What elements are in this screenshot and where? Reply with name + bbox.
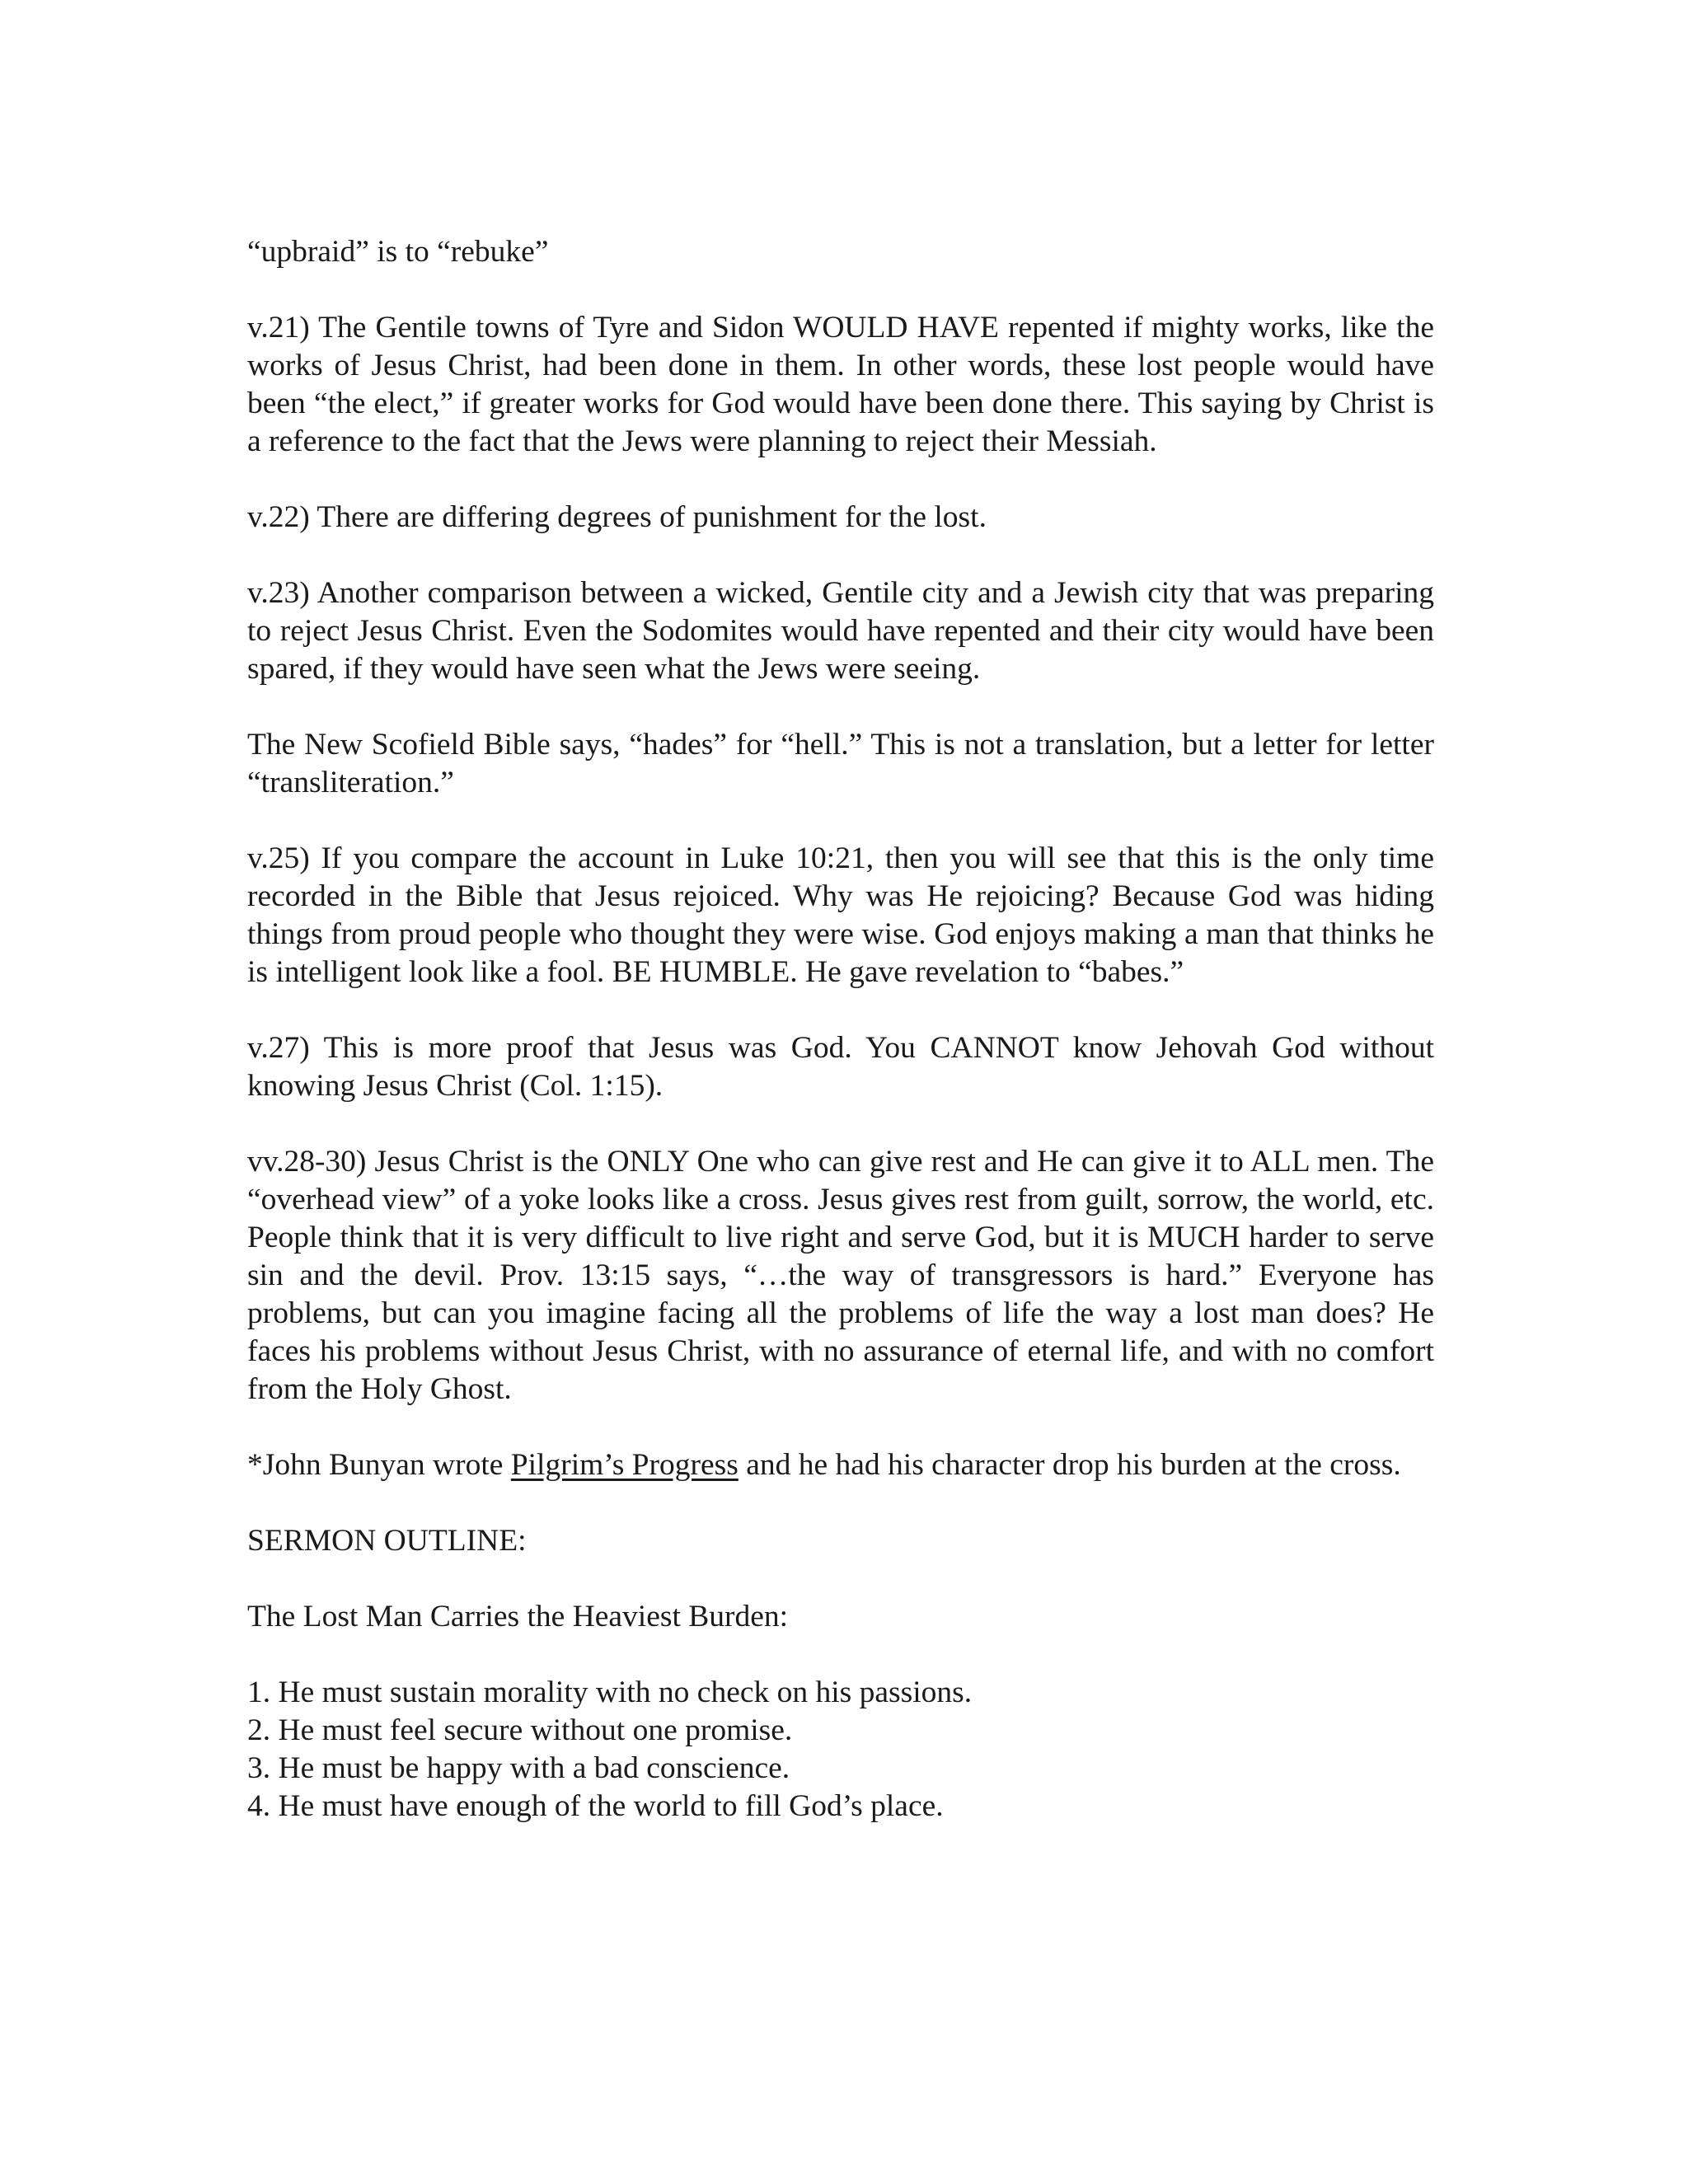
- outline-item-1: 1. He must sustain morality with no check on his passions.: [247, 1675, 973, 1709]
- paragraph-bunyan: [247, 1446, 1434, 1484]
- outline-list: [247, 1674, 1434, 1825]
- paragraph-v27: v.27) This is more proof that Jesus was God. You CANNOT know Jehovah God without knowing Jesus Christ (Col. 1:15).: [247, 1031, 1434, 1103]
- outline-item-4: 4. He must have enough of the world to fill God’s place.: [247, 1789, 944, 1823]
- bunyan-text-before: *John Bunyan wrote: [247, 1448, 511, 1482]
- paragraph-v25: v.25) If you compare the account in Luke 10:21, then you will see that this is the only time recorded in the Bible that Jesus rejoiced. Why was He rejoicing? Because God was hiding things from proud people who thought they were wise. God enjoys making a man that thinks he is intelligent look like a fool. BE HUMBLE. He gave revelation to “babes.”: [247, 841, 1434, 989]
- bunyan-text-after: and he had his character drop his burden at the cross.: [738, 1448, 1401, 1482]
- outline-item-2: 2. He must feel secure without one promise.: [247, 1713, 793, 1747]
- outline-item-3: 3. He must be happy with a bad conscience.: [247, 1751, 790, 1785]
- paragraph-v23: v.23) Another comparison between a wicked, Gentile city and a Jewish city that was preparing to reject Jesus Christ. Even the Sodomites would have repented and their city would have been spared, if they would have seen what the Jews were seeing.: [247, 576, 1434, 686]
- paragraph-v21: v.21) The Gentile towns of Tyre and Sidon WOULD HAVE repented if mighty works, like the works of Jesus Christ, had been done in them. In other words, these lost people would have been “the elect,” if greater works for God would have been done there. This saying by Christ is a reference to the fact that the Jews were planning to reject their Messiah.: [247, 311, 1434, 458]
- paragraph-vv28-30: vv.28-30) Jesus Christ is the ONLY One who can give rest and He can give it to ALL men. The “overhead view” of a yoke looks like a cross. Jesus gives rest from guilt, sorrow, the world, etc. People think that it is very difficult to live right and serve God, but it is MUCH harder to serve sin and the devil. Prov. 13:15 says, “…the way of transgressors is hard.” Everyone has problems, but can you imagine facing all the problems of life the way a lost man does? He faces his problems without Jesus Christ, with no assurance of eternal life, and with no comfort from the Holy Ghost.: [247, 1145, 1434, 1406]
- document-body: [247, 233, 1434, 1825]
- sermon-title: The Lost Man Carries the Heaviest Burden:: [247, 1600, 789, 1633]
- paragraph-upbraid: “upbraid” is to “rebuke”: [247, 235, 549, 269]
- paragraph-v22: v.22) There are differing degrees of punishment for the lost.: [247, 500, 987, 534]
- paragraph-scofield: The New Scofield Bible says, “hades” for “hell.” This is not a translation, but a letter for letter “transliteration.”: [247, 728, 1434, 799]
- book-title-pilgrims-progress: Pilgrim’s Progress: [510, 1448, 738, 1482]
- sermon-outline-heading: SERMON OUTLINE:: [247, 1524, 527, 1558]
